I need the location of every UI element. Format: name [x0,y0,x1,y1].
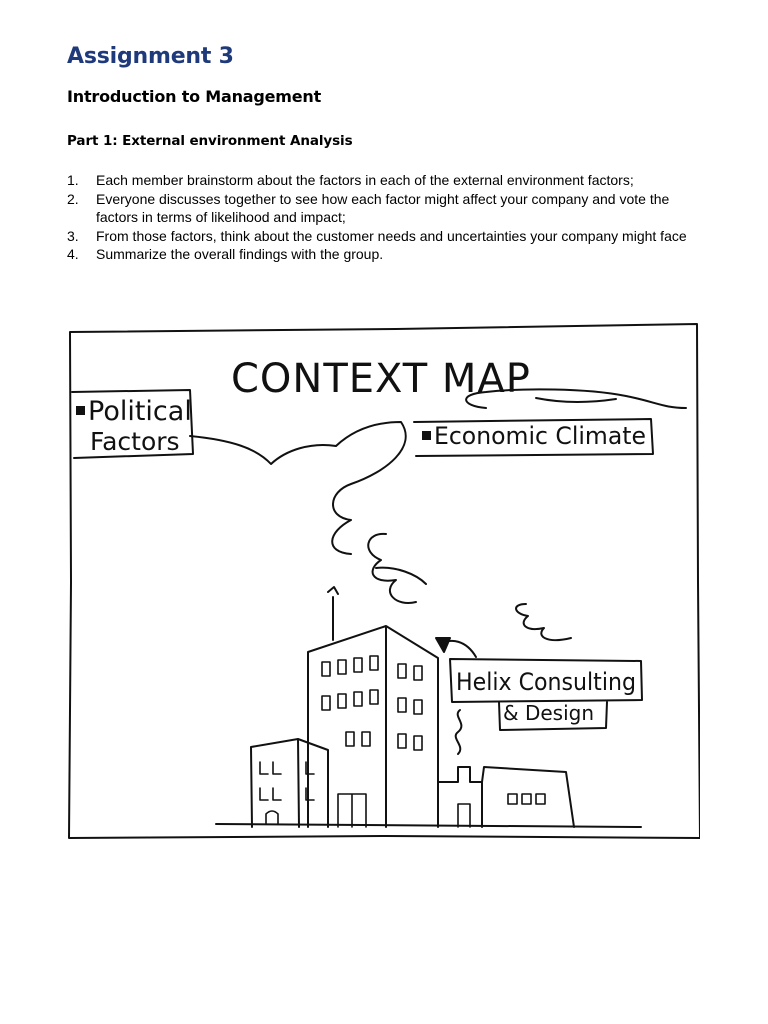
low-building-windows-icon [458,794,545,827]
list-item-number: 1. [67,172,79,188]
list-item-number: 2. [67,190,79,207]
top-cloud-tail [536,398,616,402]
context-map-sketch [66,322,700,842]
task-list [67,171,707,264]
bullet-square-icon [422,431,431,440]
list-item-number: 4. [67,246,79,262]
list-item [67,245,707,264]
arrow-head-icon [436,638,450,652]
list-item [67,227,707,246]
main-cloud [190,422,406,554]
list-item-text: From those factors, think about the customer needs and uncertainties your company might face [96,227,687,244]
bullet-square-icon [76,406,85,415]
part-heading: Part 1: External environment Analysis [67,133,353,149]
smoke-icon [456,710,462,754]
list-item-text: Everyone discusses together to see how each factor might affect your company and vote the factors in terms of likelihood and impact; [96,190,670,225]
company-label-line2: & Design [503,701,595,725]
list-item [67,190,707,227]
course-subtitle: Introduction to Management [67,87,322,106]
page-title: Assignment 3 [67,44,234,69]
political-label-line1: Political [88,396,192,427]
list-item-text: Summarize the overall findings with the group. [96,246,384,262]
small-building-windows-icon [260,762,314,824]
ground-line [216,824,641,827]
political-label-line2: Factors [90,427,180,456]
company-label-line1: Helix Consulting [456,668,636,696]
antenna [328,587,338,640]
list-item-number: 3. [67,227,79,244]
cloud-wisp-right [516,604,571,640]
tall-building-windows-icon [322,656,422,827]
list-item-text: Each member brainstorm about the factors in each of the external environment factors; [96,172,634,188]
list-item [67,171,707,190]
economic-label: Economic Climate [434,422,646,450]
context-map-heading: CONTEXT MAP [231,356,531,402]
small-building [251,739,328,827]
